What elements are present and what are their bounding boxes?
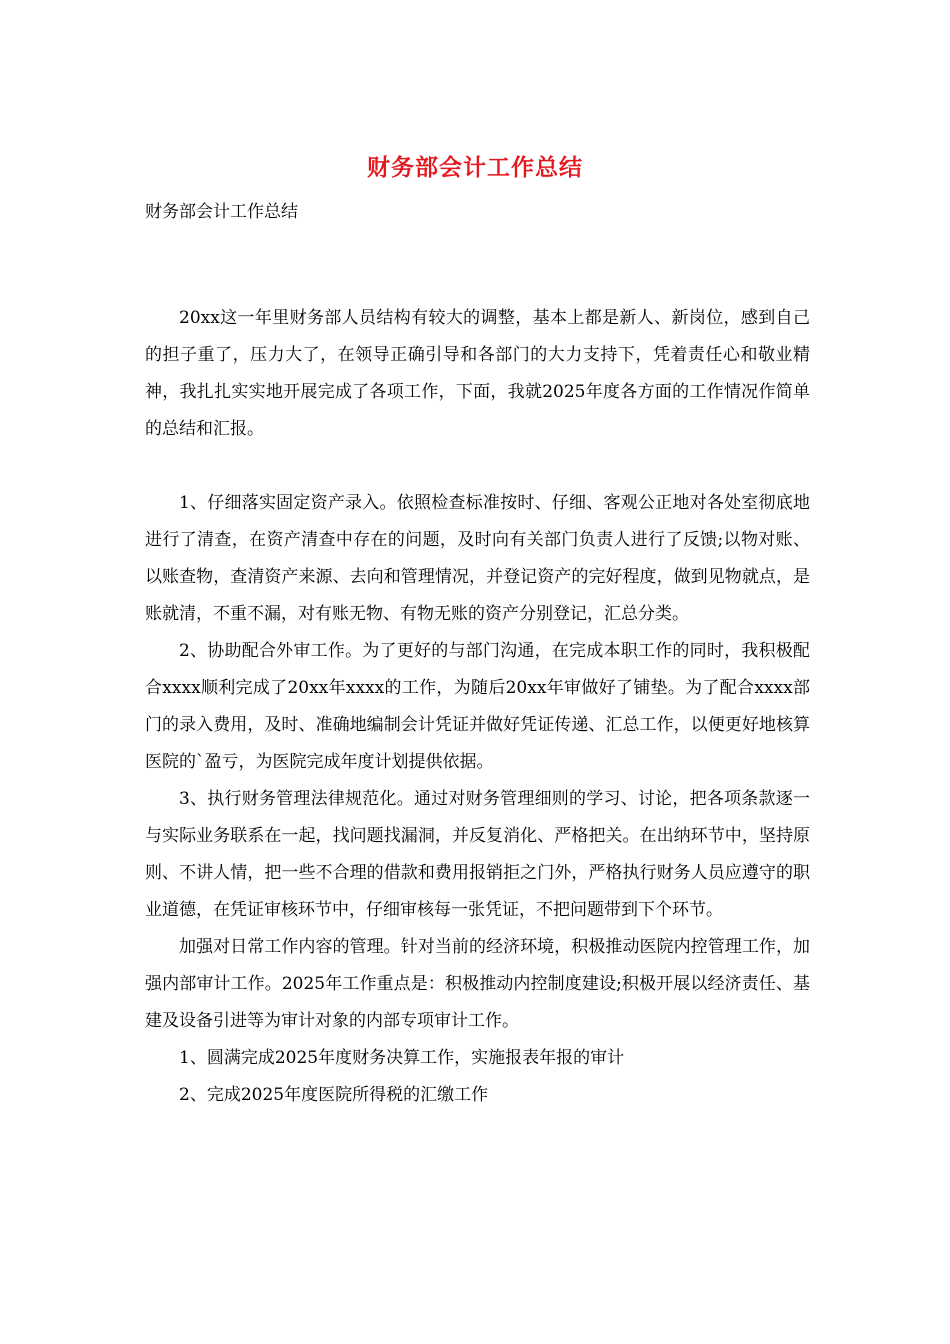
document-title: 财务部会计工作总结 xyxy=(367,154,583,181)
paragraph-item-2: 2、协助配合外审工作。为了更好的与部门沟通，在完成本职工作的同时，我积极配合xxxx顺利完成了20xx年xxxx的工作，为随后20xx年审做好了铺垫。为了配合xxxx部门的录入费用，及时、准确地编制会计凭证并做好凭证传递、汇总工作，以便更好地核算医院的`盈亏，为医院完成年度计划提供依据。 xyxy=(145,641,810,772)
paragraph-item-3: 3、执行财务管理法律规范化。通过对财务管理细则的学习、讨论，把各项条款逐一与实际业务联系在一起，找问题找漏洞，并反复消化、严格把关。在出纳环节中，坚持原则、不讲人情，把一些不合理的借款和费用报销拒之门外，严格执行财务人员应遵守的职业道德，在凭证审核环节中，仔细审核每一张凭证，不把问题带到下个环节。 xyxy=(145,789,810,920)
paragraph-plan-1: 1、圆满完成2025年度财务决算工作，实施报表年报的审计 xyxy=(179,1048,625,1068)
document-subtitle: 财务部会计工作总结 xyxy=(145,202,298,222)
paragraph-item-1: 1、仔细落实固定资产录入。依照检查标准按时、仔细、客观公正地对各处室彻底地进行了清查，在资产清查中存在的问题，及时向有关部门负责人进行了反馈;以物对账、以账查物，查清资产来源、去向和管理情况，并登记资产的完好程度，做到见物就点，是账就清，不重不漏，对有账无物、有物无账的资产分别登记，汇总分类。 xyxy=(145,493,810,624)
document-body xyxy=(145,300,810,1114)
paragraph-plan-2: 2、完成2025年度医院所得税的汇缴工作 xyxy=(179,1085,489,1105)
paragraph-intro: 20xx这一年里财务部人员结构有较大的调整，基本上都是新人、新岗位，感到自己的担子重了，压力大了，在领导正确引导和各部门的大力支持下，凭着责任心和敬业精神，我扎扎实实地开展完成了各项工作，下面，我就2025年度各方面的工作情况作简单的总结和汇报。 xyxy=(145,308,810,439)
paragraph-management: 加强对日常工作内容的管理。针对当前的经济环境，积极推动医院内控管理工作，加强内部审计工作。2025年工作重点是：积极推动内控制度建设;积极开展以经济责任、基建及设备引进等为审计对象的内部专项审计工作。 xyxy=(145,937,810,1031)
